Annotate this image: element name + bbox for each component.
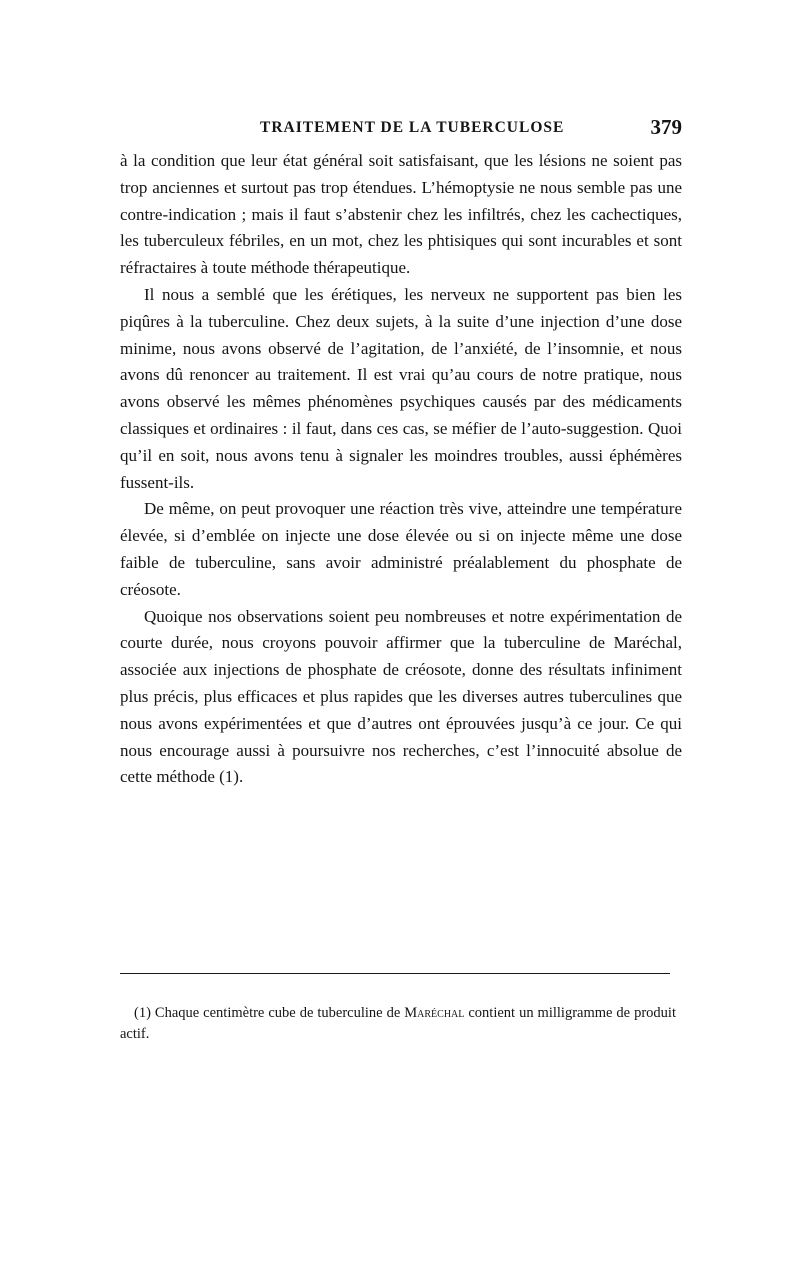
page-number: 379 <box>650 115 682 139</box>
footnote-text-after: contient un milligramme de produit actif. <box>120 1005 676 1042</box>
running-head <box>120 115 682 143</box>
paragraph-continuation: à la condition que leur état général soit satisfaisant, que les lésions ne soient pas trop anciennes et surtout pas trop étendues. L’hémoptysie ne nous semble pas une contre-indication ; mais il faut s’abstenir chez les infiltrés, chez les cachectiques, les tuberculeux fébriles, en un mot, chez les phtisiques qui sont incurables et sont réfractaires à toute méthode thérapeutique. <box>120 151 682 278</box>
footnote <box>120 1003 676 1045</box>
footnote-text-before: Chaque centimètre cube de tuberculine de <box>154 1005 401 1021</box>
running-title: TRAITEMENT DE LA TUBERCULOSE <box>260 119 565 136</box>
footnote-divider <box>120 973 670 974</box>
body-text <box>120 148 682 791</box>
paragraph-eretiques: Il nous a semblé que les érétiques, les nerveux ne supportent pas bien les piqûres à la tuberculine. Chez deux sujets, à la suite d’une injection d’une dose minime, nous avons observé de l’agitation, de l’anxiété, de l’insomnie, et nous avons dû renoncer au traitement. Il est vrai qu’au cours de notre pratique, nous avons observé les mêmes phénomènes psychiques causés par des médicaments classiques et ordinaires : il faut, dans ces cas, se méfier de l’auto-suggestion. Quoi qu’il en soit, nous avons tenu à signaler les moindres troubles, aussi éphémères fussent-ils. <box>120 284 682 492</box>
paragraph-conclusion: Quoique nos observations soient peu nombreuses et notre expérimentation de courte durée, nous croyons pouvoir affirmer que la tuberculine de Maréchal, associée aux injections de phosphate de créosote, donne des résultats infiniment plus précis, plus efficaces et plus rapides que les diverses autres tuberculines que nous avons expérimentées et que d’autres ont éprouvées jusqu’à ce jour. Ce qui nous encourage aussi à poursuivre nos recherches, c’est l’innocuité absolue de cette méthode (1). <box>120 606 682 787</box>
footnote-marker: (1) <box>134 1005 151 1021</box>
paragraph-reaction: De même, on peut provoquer une réaction très vive, atteindre une température élevée, si d’emblée on injecte une dose élevée ou si on injecte même une dose faible de tuberculine, sans avoir administré préalablement du phosphate de créosote. <box>120 499 682 599</box>
footnote-name: Maréchal <box>404 1005 465 1021</box>
